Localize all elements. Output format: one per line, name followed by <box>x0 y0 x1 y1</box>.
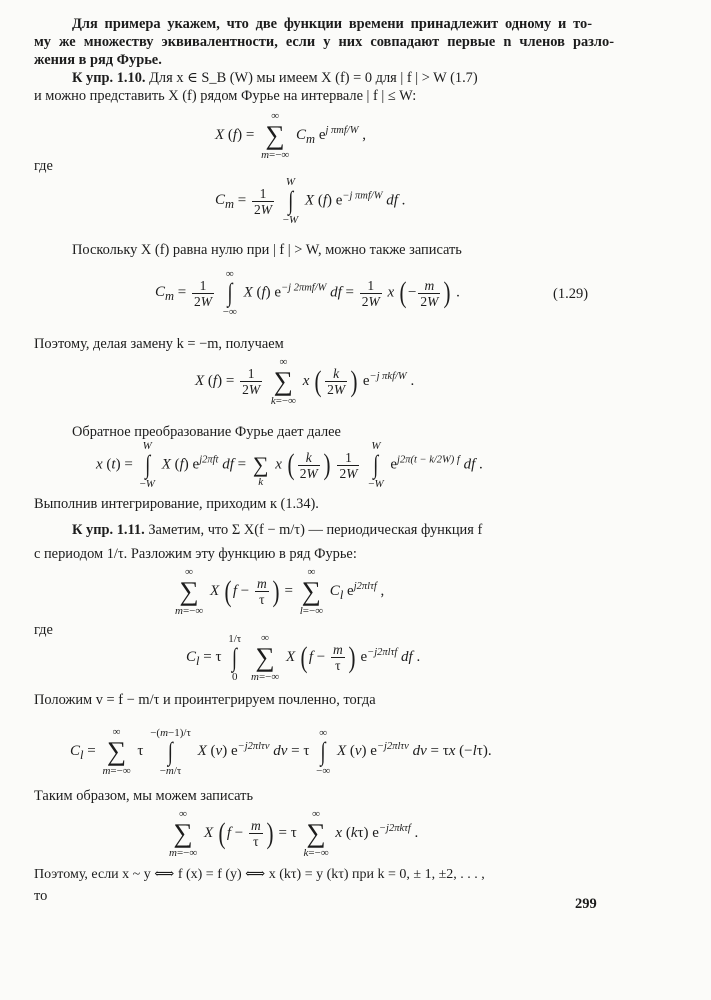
since-line: Поскольку X (f) равна нулю при | f | > W, можно также записать <box>72 242 462 258</box>
therefore-line-1: Поэтому, делая замену k = −m, получаем <box>34 336 284 352</box>
equation-xk: X (f) = $\frac{1}{2W}$ ∞ ∑ k=−∞ x ( $\frac{k}{2W}$ ) $e^{-j \pi kf/W}$ . <box>195 356 415 407</box>
equation-inverse: x (t) = W ∫ −W X (f) $e^{j2\pi ft}$ df = ∑ k x ( $\frac{k}{2W}$ ) $\frac{1}{2W}$ W ∫ −W $e^{j2\pi(t - k/2W) f}$ df . <box>96 440 483 490</box>
para1-line1: Для примера укажем, что две функции времени принадлежит одному и то- <box>72 16 592 32</box>
ex110-line1 <box>72 70 478 87</box>
ex111-line2: с периодом 1/τ. Разложим эту функцию в ряд Фурье: <box>34 546 357 562</box>
ex110-label: К упр. 1.10. <box>72 70 146 86</box>
equation-number-1-29: (1.29) <box>553 286 589 302</box>
put-line <box>34 692 376 709</box>
ex111-line1 <box>72 522 482 539</box>
final-line-2: то <box>34 888 48 904</box>
equation-cl-2: $C_l$ = ∞ ∑ m=−∞ τ −(m−1)/τ ∫ −m/τ X (v) $e^{-j2\pi l\tau v}$ dv = τ ∞ ∫ −∞ X (v) $e^{-j2\pi l\tau v}$ dv = τx (−lτ). <box>70 726 492 777</box>
ex111-line1-text: Заметим, что Σ X(f − m/τ) — периодическая функция f <box>148 522 483 538</box>
equation-final: ∞ ∑ m=−∞ X ( f − $\frac{m}{\tau}$ ) = τ ∞ ∑ k=−∞ x (kτ) $e^{-j2\pi k\tau f}$ . <box>169 808 419 859</box>
ex111-label: К упр. 1.11. <box>72 522 145 538</box>
equation-cm: $C_m$ = $\frac{1}{2W}$ W ∫ −W X (f) $e^{-j \pi mf/W}$ df . <box>215 176 406 226</box>
ex110-line1-text: Для x ∈ S_B (W) мы имеем X (f) = 0 для | f | > W (1.7) <box>149 70 478 86</box>
equation-1-29: $C_m$ = $\frac{1}{2W}$ ∞ ∫ −∞ X (f) $e^{-j 2\pi mf/W}$ df = $\frac{1}{2W}$ x ( − $\frac{m}{2W}$ ) . <box>155 268 460 318</box>
integrating-line: Выполнив интегрирование, приходим к (1.34). <box>34 496 319 512</box>
where-label-1: где <box>34 158 53 174</box>
equation-fourier-periodic: ∞ ∑ m=−∞ X ( f − $\frac{m}{\tau}$ ) = ∞ ∑ l=−∞ $C_l$ $e^{j2\pi l\tau f}$ , <box>175 566 385 617</box>
put-line-text: Положим v = f − m/τ и проинтегрируем почленно, тогда <box>34 692 376 708</box>
para1-line3: жения в ряд Фурье. <box>34 52 162 68</box>
inverse-transform-line: Обратное преобразование Фурье дает далее <box>72 424 341 440</box>
final-line-1: Поэтому, если x ~ y ⟺ f (x) = f (y) ⟺ x (kτ) = y (kτ) при k = 0, ± 1, ±2, . . . , <box>34 867 485 882</box>
equation-cl: $C_l = \tau$ 1/τ ∫ 0 ∞ ∑ m=−∞ X ( f − $\frac{m}{\tau}$ ) $e^{-j2\pi l\tau f}$ df . <box>186 632 421 683</box>
ex110-line2: и можно представить X (f) рядом Фурье на интервале | f | ≤ W: <box>34 88 417 104</box>
page-number: 299 <box>575 896 597 912</box>
para1-line2: му же множеству эквивалентности, если у них совпадают первые n членов разло- <box>34 34 614 50</box>
equation-series: X (f) = ∞ ∑ m=−∞ $C_m$ $e^{j \pi mf/W}$ , <box>215 110 366 161</box>
thus-line: Таким образом, мы можем записать <box>34 788 254 804</box>
where-label-2: где <box>34 622 53 638</box>
